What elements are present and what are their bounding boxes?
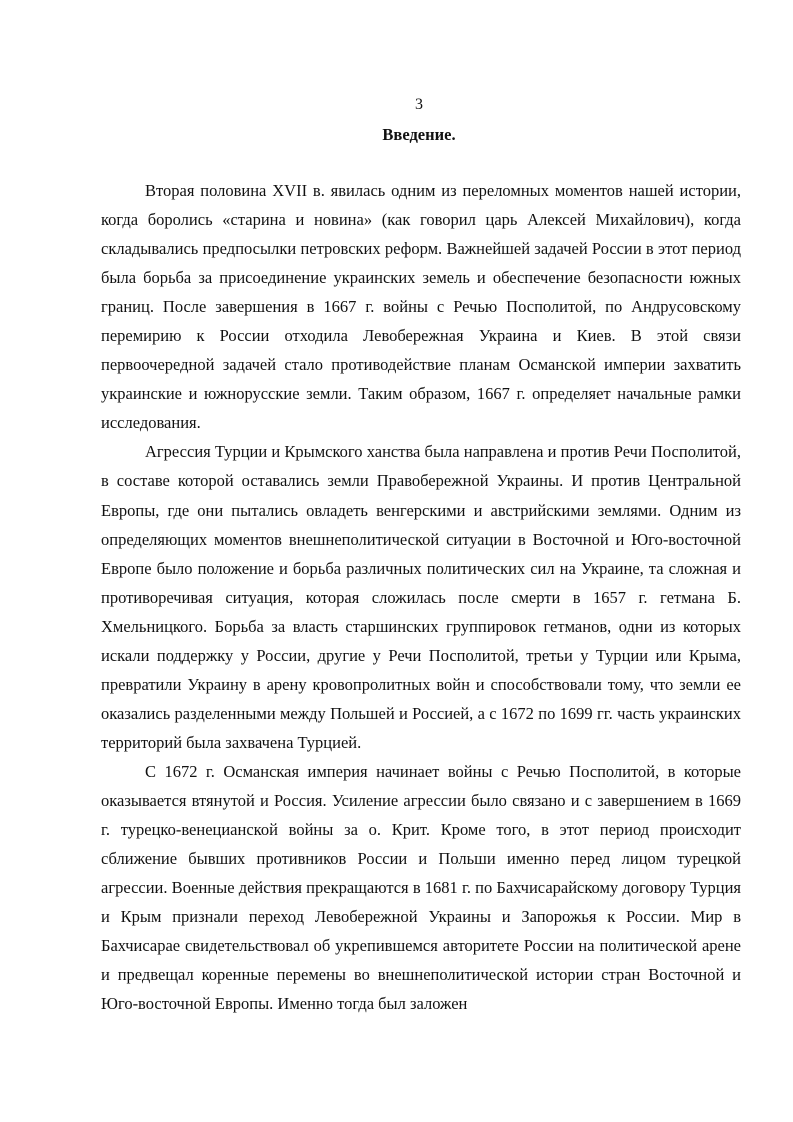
paragraph-1: Вторая половина XVII в. явилась одним из переломных моментов нашей истории, когда боролись «старина и новина» (как говорил царь Алексей Михайлович), когда складывались предпосылки петровских реформ. Важнейшей задачей России в этот период была борьба за присоединение украинских земель и обеспечение безопасности южных границ. После завершения в 1667 г. войны с Речью Посполитой, по Андрусовскому перемирию к России отходила Левобережная Украина и Киев. В этой связи первоочередной задачей стало противодействие планам Османской империи захватить украинские и южнорусские земли. Таким образом, 1667 г. определяет начальные рамки исследования. xyxy=(101,181,741,433)
paragraph-3: С 1672 г. Османская империя начинает войны с Речью Посполитой, в которые оказывается втянутой и Россия. Усиление агрессии было связано и с завершением в 1669 г. турецко-венецианской войны за о. Крит. Кроме того, в этот период происходит сближение бывших противников России и Польши именно перед лицом турецкой агрессии. Военные действия прекращаются в 1681 г. по Бахчисарайскому договору Турция и Крым признали переход Левобережной Украины и Запорожья к России. Мир в Бахчисарае свидетельствовал об укрепившемся авторитете России на политической арене и предвещал коренные перемены во внешнеполитической истории стран Восточной и Юго-восточной Европы. Именно тогда был заложен xyxy=(101,761,741,1014)
paragraph-2: Агрессия Турции и Крымского ханства была направлена и против Речи Посполитой, в составе которой оставались земли Правобережной Украины. И против Центральной Европы, где они пытались овладеть венгерскими и австрийскими землями. Одним из определяющих моментов внешнеполитической ситуации в Восточной и Юго-восточной Европе было положение и борьба различных политических сил на Украине, та сложная и противоречивая ситуация, которая сложилась после смерти в 1657 г. гетмана Б. Хмельницкого. Борьба за власть старшинских группировок гетманов, одни из которых искали поддержку у России, другие у Речи Посполитой, третьи у Турции или Крыма, превратили Украину в арену кровопролитных войн и способствовали тому, что земли ее оказались разделенными между Польшей и Россией, а с 1672 по 1699 гг. часть украинских территорий была захвачена Турцией. xyxy=(101,442,741,752)
page-number: 3 xyxy=(415,96,423,113)
section-heading: Введение. xyxy=(382,125,456,144)
document-body xyxy=(101,176,741,1018)
